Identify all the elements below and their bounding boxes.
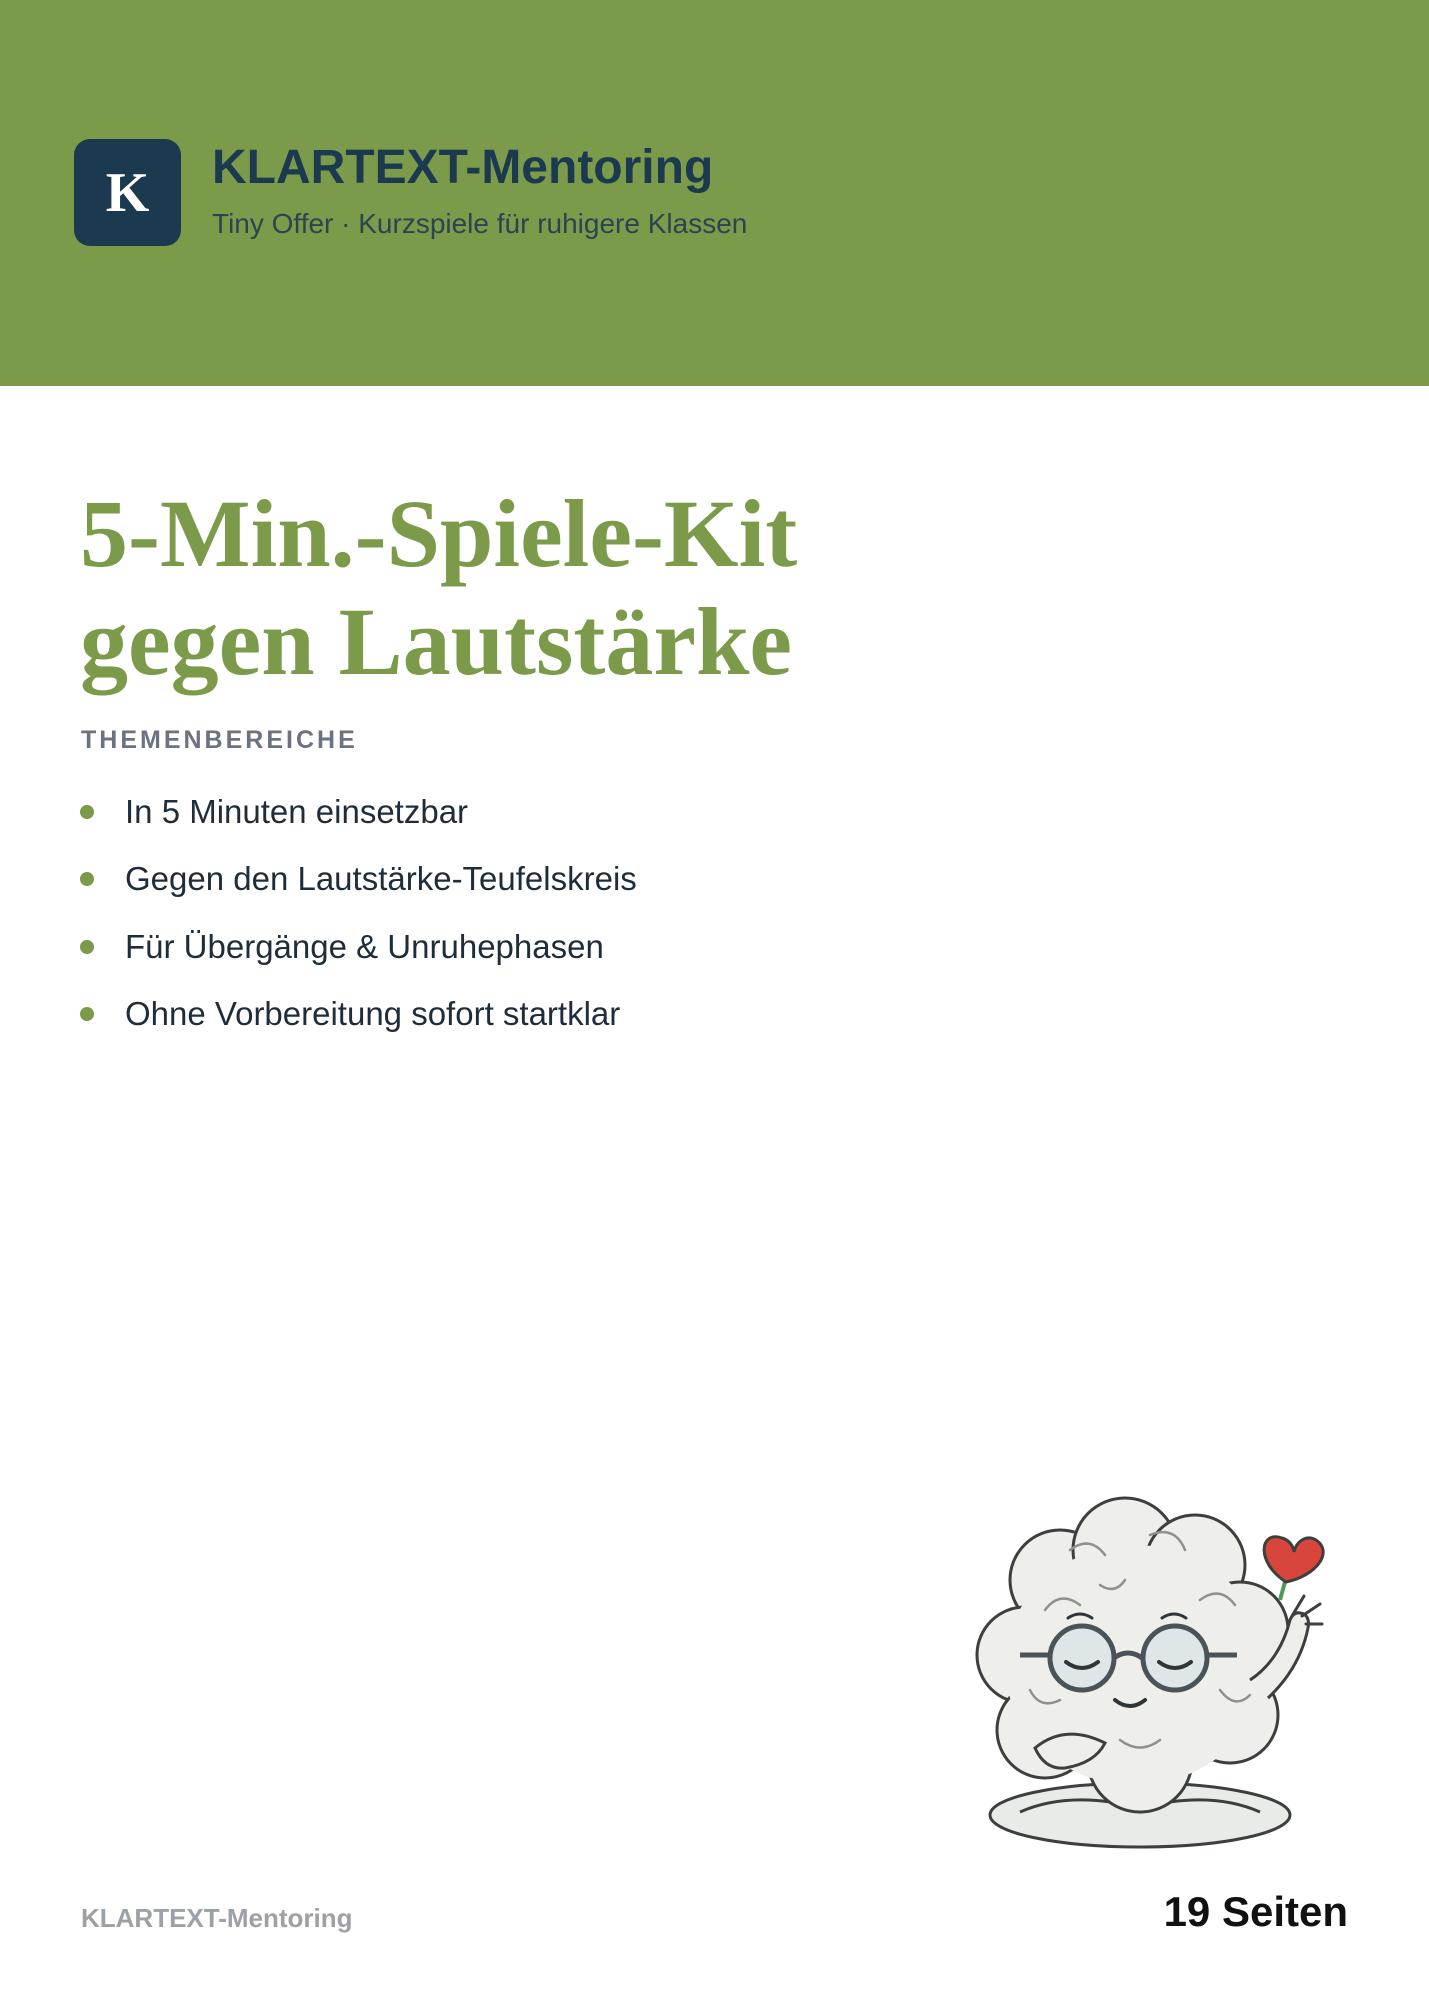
logo-letter: K — [105, 161, 150, 224]
title-line-1: 5-Min.-Spiele-Kit — [80, 480, 798, 587]
topic-text: Gegen den Lautstärke-Teufelskreis — [125, 860, 637, 898]
bullet-icon — [80, 805, 94, 819]
title-line-2: gegen Lautstärke — [80, 588, 792, 695]
header-banner — [0, 0, 1429, 386]
footer-brand: KLARTEXT-Mentoring — [81, 1903, 353, 1933]
meditating-brain-mascot-icon — [950, 1490, 1370, 1850]
bullet-icon — [80, 1007, 94, 1021]
topic-item — [80, 981, 637, 1049]
brand-name: KLARTEXT-Mentoring — [212, 141, 714, 194]
bullet-icon — [80, 872, 94, 886]
brand-tagline: Tiny Offer · Kurzspiele für ruhigere Klassen — [212, 208, 748, 239]
topic-text: In 5 Minuten einsetzbar — [125, 792, 469, 830]
topic-item — [80, 778, 637, 846]
brand-logo-icon — [74, 139, 181, 246]
topics-list — [80, 778, 637, 1048]
topic-item — [80, 846, 637, 914]
topics-label: THEMENBEREICHE — [81, 726, 358, 754]
topic-text: Ohne Vorbereitung sofort startklar — [125, 995, 621, 1033]
topic-text: Für Übergänge & Unruhephasen — [125, 927, 604, 965]
topic-item — [80, 913, 637, 981]
page-count: 19 Seiten — [1163, 1888, 1348, 1935]
page-title — [80, 480, 980, 696]
bullet-icon — [80, 940, 94, 954]
